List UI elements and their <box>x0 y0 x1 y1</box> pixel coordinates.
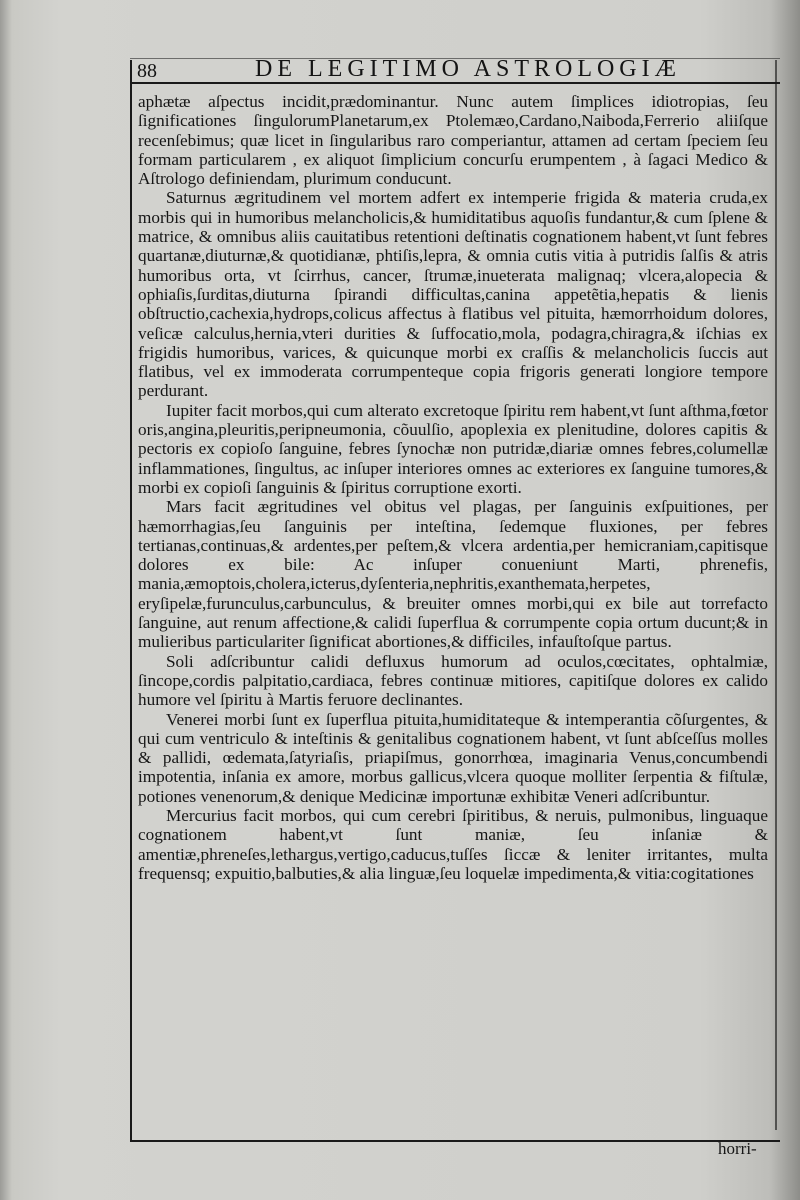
catchword: horri- <box>718 1139 757 1158</box>
left-margin-rule <box>130 60 132 1140</box>
paragraph-continuation: aphætæ aſpectus incidit,prædominantur. Nunc autem ſimplices idiotropias, ſeu ſignificationes ſingulorumPlanetarum,ex Ptolemæo,Cardano,Naiboda,Ferrerio aliiſque recenſebimus; quæ licet in ſingularibus raro comperiantur, attamen ad certam ſpeciem ſeu formam particularem , ex aliquot ſimplicium concurſu erumpentem , à ſagaci Medico & Aſtrologo definiendam, plurimum conducunt. <box>138 92 768 189</box>
page-number: 88 <box>137 60 157 82</box>
paragraph-saturnus: Saturnus ægritudinem vel mortem adfert ex intemperie frigida & materia cruda,ex morbis qui in humoribus melancholicis,& humiditatibus aquoſis fundantur,& cum ſplene & matrice, & omnibus aliis cauitatibus retentioni deſtinatis cognationem habent,vt ſunt febres quartanæ,diuturnæ,& quotidianæ, phtiſis,lepra, & omnia cutis vitia à putridis ſalſis & atris humoribus orta, vt ſcirrhus, cancer, ſtrumæ,inueterata malignaq; vlcera,alopecia & ophiaſis,ſurditas,diuturna ſpirandi difficultas,canina appetẽtia,hepatis & lienis obſtructio,cachexia,hydrops,colicus affectus à flatibus vel pituita, hæmorrhoidum dolores, veſicæ calculus,hernia,vteri durities & ſuffocatio,mola, podagra,chiragra,& iſchias ex frigidis humoribus, varices, & quicunque morbi ex craſſis & melancholicis ſuccis aut flatibus, vel ex immoderata corrumpenteque copia frigoris generati longiore tempore perdurant. <box>138 188 768 401</box>
paragraph-mercurius: Mercurius facit morbos, qui cum cerebri ſpiritibus, & neruis, pulmonibus, linguaque cognationem habent,vt ſunt maniæ, ſeu inſaniæ & amentiæ,phreneſes,lethargus,vertigo,caducus,tuſſes ſiccæ & leniter irritantes, multa frequensq; expuitio,balbuties,& alia linguæ,ſeu loquelæ impedimenta,& vitia:cogitationes <box>138 805 768 883</box>
right-margin-rule <box>775 60 777 1130</box>
running-head: DE LEGITIMO ASTROLOGIÆ <box>255 56 681 82</box>
paragraph-mars: Mars facit ægritudines vel obitus vel plagas, per ſanguinis exſpuitiones, per hæmorrhagias,ſeu ſanguinis per inteſtina, ſedemque fluxiones, per febres tertianas,continuas,& ardentes,per peſtem,& vlcera ardentia,per hemicraniam,capitisque dolores ex bile: Ac inſuper conueniunt Marti, phrenefis, mania,æmoptois,cholera,icterus,dyſenteria,nephritis,exanthemata,herpetes, eryſipelæ,furunculus,carbunculus, & breuiter omnes morbi,qui ex bile aut torrefacto ſanguine, aut renum affectione,& calidi ſuperflua & corrumpente copia ortum ducunt;& in mulieribus particulariter ſignificat abortiones,& difficiles, infauſtoſque partus. <box>138 497 768 652</box>
body-text <box>138 92 768 883</box>
paragraph-sol: Soli adſcribuntur calidi defluxus humorum ad oculos,cœcitates, ophtalmiæ, ſincope,cordis palpitatio,cardiaca, febres continuæ mitiores, capitiſque dolores ex calido humore vel ſpiritu à Martis feruore declinantes. <box>138 651 768 710</box>
paragraph-venus: Venerei morbi ſunt ex ſuperflua pituita,humiditateque & intemperantia cõſurgentes, & qui cum ventriculo & inteſtinis & genitalibus cognationem habent, vt ſunt abſceſſus molles & pallidi, œdemata,ſatyriaſis, priapiſmus, gonorrhœa, imaginaria Venus,concumbendi impotentia, inſania ex amore, morbus gallicus,vlcera quoque molliter ſerpentia & fiſtulæ, potiones venenorum,& denique Medicinæ importunæ exhibitæ Veneri adſcribuntur. <box>138 709 768 806</box>
paragraph-iupiter: Iupiter facit morbos,qui cum alterato excretoque ſpiritu rem habent,vt ſunt aſthma,fœtor oris,angina,pleuritis,peripneumonia, cõuulſio, apoplexia ex plenitudine, dolores capitis & pectoris ex copioſo ſanguine, febres ſynochæ non putridæ,diariæ omnes febres,columellæ inflammationes, ſingultus, ac inſuper interiores omnes ac exteriores ex ſanguine tumores,& morbi ex copioſi ſanguinis & ſpiritus corruptione exorti. <box>138 400 768 497</box>
footer-rule <box>130 1140 780 1142</box>
